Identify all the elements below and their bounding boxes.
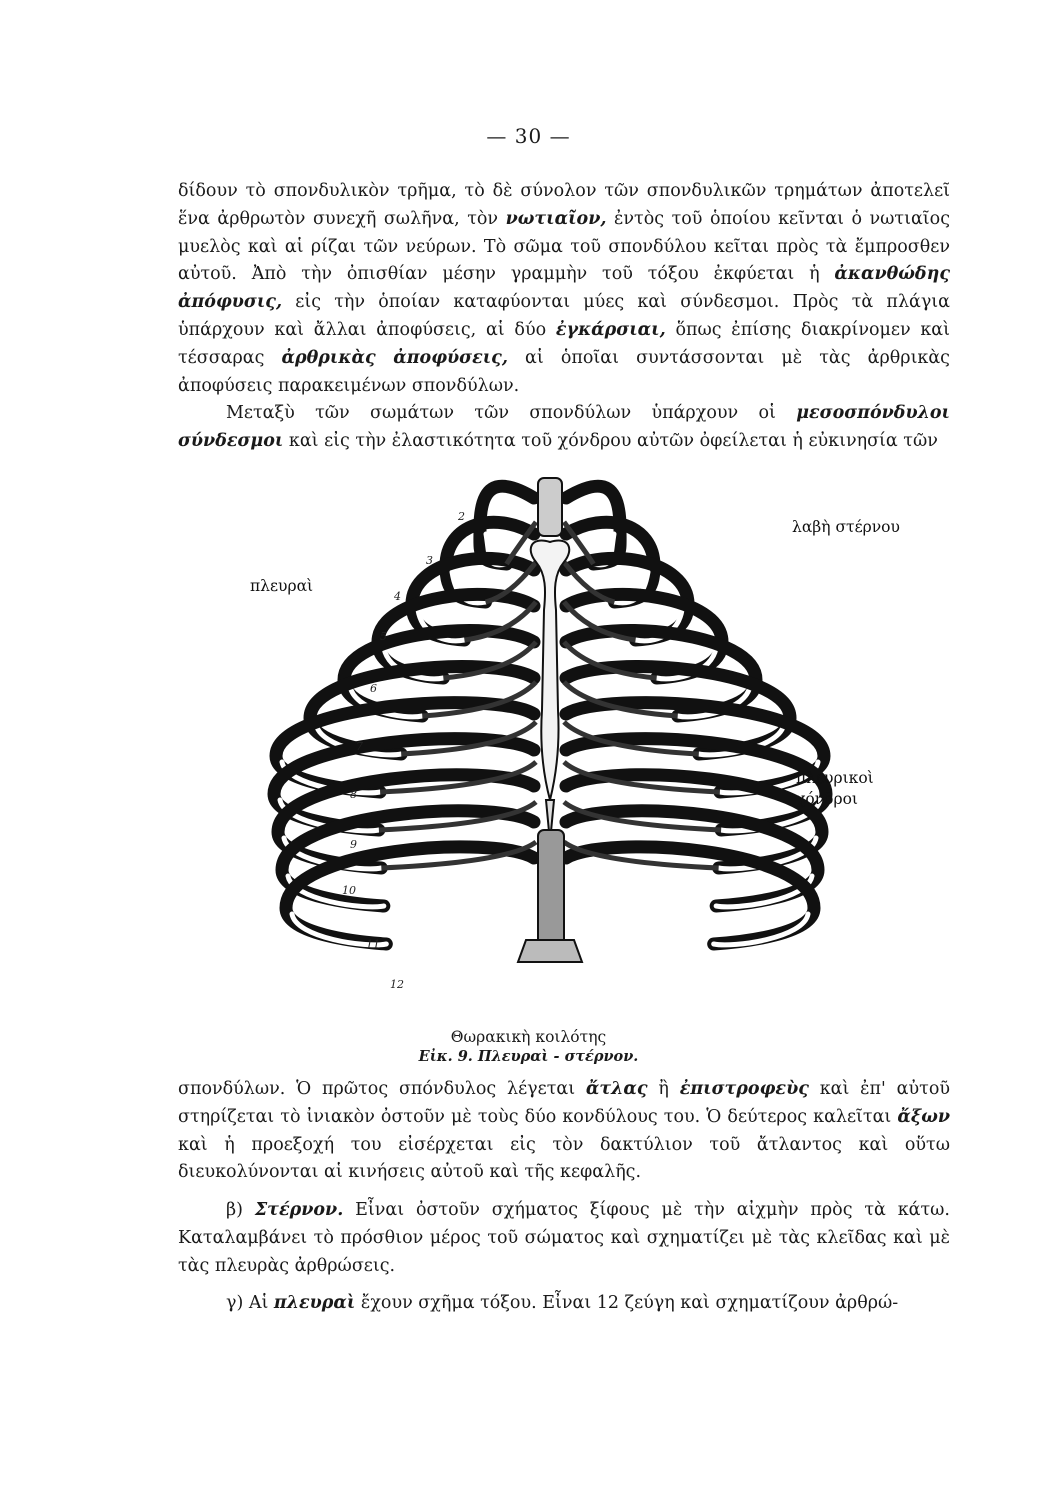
rib-number: 11: [366, 938, 380, 951]
text-run: καὶ ἐπ' αὐτοῦ στηρίζεται τὸ ἰνιακὸν ὀστοῦν μὲ τοὺς δύο κονδύλους του. Ὁ δεύτερος καλεῖται: [178, 1079, 950, 1127]
term-sternon: Στέρνον.: [254, 1200, 344, 1220]
rib-number: 10: [342, 884, 356, 897]
label-manubrium: λαβὴ στέρνου: [792, 518, 900, 536]
text-run: δίδουν τὸ σπονδυλικὸν τρῆμα, τὸ δὲ σύνολον τῶν σπονδυλικῶν τρημάτων ἀποτελεῖ ἕνα ἀρθρωτὸν συνεχῆ σωλῆνα, τὸν: [178, 181, 950, 229]
rib-number: 9: [350, 838, 357, 851]
term-mesospondyloi: μεσοσπόνδυλοι σύνδεσμοι: [178, 403, 950, 451]
text-run: ἔχουν σχῆμα τόξου. Εἶναι 12 ζεύγη καὶ σχηματίζουν ἀρθρώ-: [355, 1293, 899, 1313]
term-pleurai: πλευραὶ: [273, 1293, 356, 1313]
paragraph-vertebral-canal: [178, 178, 950, 400]
figure-caption: [0, 1027, 1057, 1067]
text-run: ἐντὸς τοῦ ὁποίου κεῖνται ὁ νωτιαῖος μυελὸς καὶ αἱ ρίζαι τῶν νεύρων. Τὸ σῶμα τοῦ σπονδύλου κεῖται πρὸς τὰ ἔμπροσθεν αὐτοῦ. Ἀπὸ τὴν ὀπισθίαν μέσην γραμμὴν τοῦ τόξου ἐκφύεται ἡ: [178, 208, 950, 285]
text-run: β): [226, 1200, 255, 1220]
term-notiaios: νωτιαῖον,: [505, 208, 607, 229]
page-number: — 30 —: [486, 124, 571, 148]
text-run: αἱ ὁποῖαι συντάσσονται μὲ τὰς ἀρθρικὰς ἀποφύσεις παρακειμένων σπονδύλων.: [178, 347, 950, 396]
rib-number: 4: [394, 590, 401, 603]
paragraph-ribs: [178, 1290, 950, 1318]
text-run: ὅπως ἐπίσης διακρίνομεν καὶ τέσσαρας: [178, 319, 950, 368]
rib-number: 8: [350, 788, 357, 801]
term-arthrikes: ἀρθρικὰς ἀποφύσεις,: [281, 347, 508, 368]
paragraph-atlas-axis: [178, 1076, 950, 1187]
text-run: εἰς τὴν ὁποίαν καταφύονται μύες καὶ σύνδεσμοι. Πρὸς τὰ πλάγια ὑπάρχουν καὶ ἄλλαι ἀποφύσεις, αἱ δύο: [178, 292, 950, 340]
text-run: Εἶναι ὀστοῦν σχήματος ξίφους μὲ τὴν αἰχμὴν πρὸς τὰ κάτω. Καταλαμβάνει τὸ πρόσθιον μέρος τοῦ σώματος καὶ σχηματίζει μὲ τὰς κλεῖδας καὶ μὲ τὰς πλευρὰς ἀρθρώσεις.: [178, 1200, 950, 1276]
rib-number: 3: [426, 554, 433, 567]
rib-number: 12: [390, 978, 404, 991]
rib-cage-illustration: [230, 470, 950, 1010]
text-run: ἢ: [647, 1079, 680, 1099]
rib-number: 7: [356, 740, 363, 753]
text-run: σπονδύλων. Ὁ πρῶτος σπόνδυλος λέγεται: [178, 1079, 586, 1099]
rib-number: 6: [370, 682, 377, 695]
text-run: καὶ ἡ προεξοχή του εἰσέρχεται εἰς τὸν δακτύλιον τοῦ ἄτλαντος καὶ οὕτω διευκολύνονται αἱ κινήσεις αὐτοῦ καὶ τῆς κεφαλῆς.: [178, 1134, 950, 1183]
term-enkarsiai: ἐγκάρσιαι,: [555, 319, 666, 340]
term-epistrofeus: ἐπιστροφεὺς: [679, 1079, 809, 1099]
text-run: γ) Αἱ: [226, 1293, 274, 1313]
rib-number: 2: [458, 510, 465, 523]
caption-title: Θωρακικὴ κοιλότης: [450, 1028, 607, 1046]
term-atlas: ἄτλας: [585, 1079, 648, 1099]
paragraph-sternum: [178, 1197, 950, 1280]
label-costal-cartilages: πλευρικοὶ χόνδροι: [796, 769, 874, 808]
thoracic-cage-figure: [230, 470, 950, 1010]
term-akanthodis: ἀκανθώδης ἀπόφυσις,: [178, 264, 950, 313]
text-run: Μεταξὺ τῶν σωμάτων τῶν σπονδύλων ὑπάρχουν οἱ: [226, 403, 797, 423]
paragraph-intervertebral: [178, 400, 950, 456]
rib-number: 5: [380, 630, 387, 643]
caption-figure-ref: Εἰκ. 9. Πλευραὶ - στέρνον.: [418, 1048, 639, 1065]
term-axon: ἄξων: [897, 1106, 950, 1127]
label-ribs: πλευραὶ: [250, 577, 314, 595]
text-run: καὶ εἰς τὴν ἐλαστικότητα τοῦ χόνδρου αὐτῶν ὀφείλεται ἡ εὐκινησία τῶν: [283, 430, 938, 451]
